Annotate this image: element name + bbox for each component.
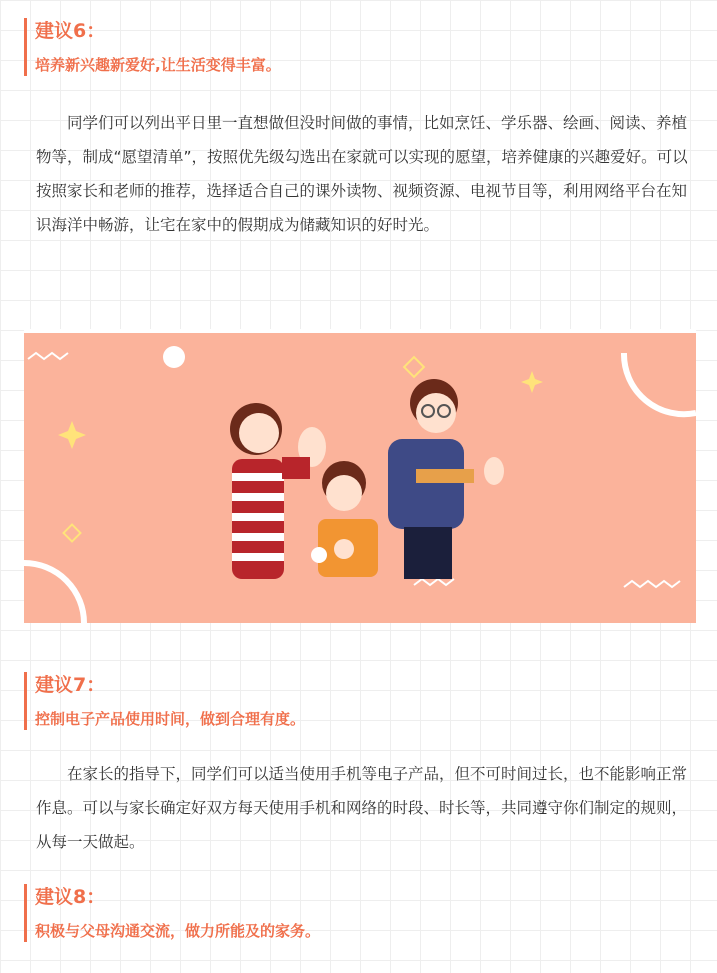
section-6-heading: [24, 18, 715, 76]
section-8-subtitle: 积极与父母沟通交流，做力所能及的家务。: [35, 922, 321, 940]
section-7-heading: [24, 672, 715, 730]
section-6-subtitle: 培养新兴趣新爱好,让生活变得丰富。: [35, 56, 281, 74]
family-illustration-icon: [24, 333, 696, 623]
section-7-title: 建议7：: [35, 674, 106, 696]
section-6-title: 建议6：: [35, 20, 106, 42]
section-8-heading: [24, 884, 715, 942]
section-7-body: 在家长的指导下，同学们可以适当使用手机等电子产品，但不可时间过长，也不能影响正常作息。可以与家长确定好双方每天使用手机和网络的时段、时长等，共同遵守你们制定的规则，从每一天做起。: [36, 765, 688, 851]
section-8-title: 建议8：: [35, 886, 106, 908]
section-6-body: 同学们可以列出平日里一直想做但没时间做的事情，比如烹饪、学乐器、绘画、阅读、养植物等，制成“愿望清单”，按照优先级勾选出在家就可以实现的愿望，培养健康的兴趣爱好。可以按照家长和老师的推荐，选择适合自己的课外读物、视频资源、电视节目等，利用网络平台在知识海洋中畅游，让宅在家中的假期成为储藏知识的好时光。: [36, 114, 688, 234]
family-illustration-banner: [24, 329, 696, 623]
section-7-subtitle: 控制电子产品使用时间，做到合理有度。: [35, 710, 306, 728]
